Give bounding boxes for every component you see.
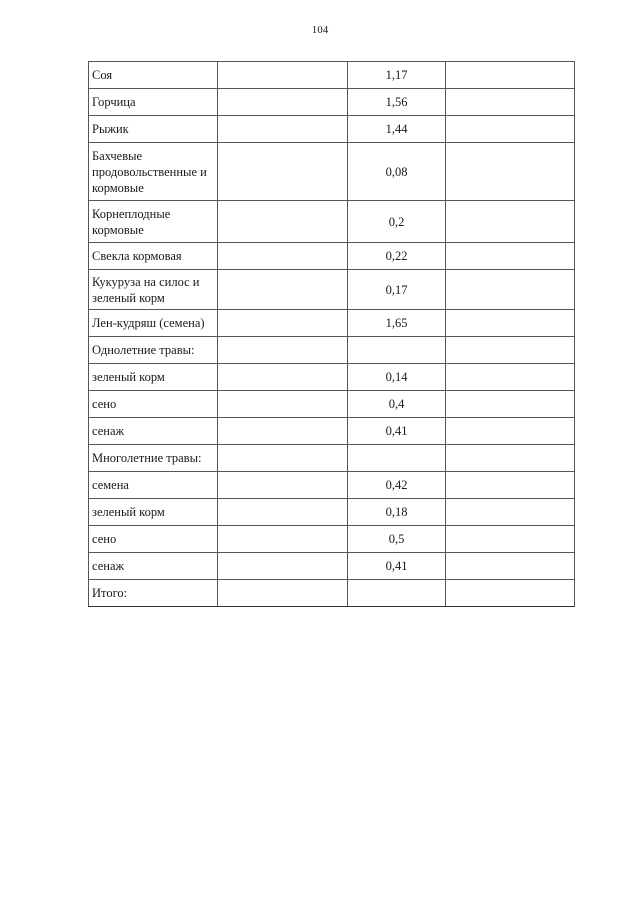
row-value-cell xyxy=(348,445,446,472)
empty-cell xyxy=(218,270,348,310)
row-value-cell: 1,17 xyxy=(348,62,446,89)
row-name-cell: сено xyxy=(89,391,218,418)
empty-cell xyxy=(446,526,575,553)
empty-cell xyxy=(218,418,348,445)
row-name-cell: семена xyxy=(89,472,218,499)
row-value-cell: 1,44 xyxy=(348,116,446,143)
table-row xyxy=(89,472,575,499)
row-value-cell: 0,17 xyxy=(348,270,446,310)
empty-cell xyxy=(218,116,348,143)
empty-cell xyxy=(218,553,348,580)
empty-cell xyxy=(446,499,575,526)
empty-cell xyxy=(446,243,575,270)
empty-cell xyxy=(446,62,575,89)
table-row xyxy=(89,580,575,607)
row-name-cell: зеленый корм xyxy=(89,499,218,526)
table-row xyxy=(89,310,575,337)
empty-cell xyxy=(218,89,348,116)
row-name-cell: зеленый корм xyxy=(89,364,218,391)
data-table xyxy=(88,61,575,607)
empty-cell xyxy=(446,89,575,116)
empty-cell xyxy=(218,243,348,270)
row-value-cell: 0,14 xyxy=(348,364,446,391)
empty-cell xyxy=(446,364,575,391)
empty-cell xyxy=(218,201,348,243)
empty-cell xyxy=(218,337,348,364)
row-value-cell: 0,18 xyxy=(348,499,446,526)
row-name-cell: Рыжик xyxy=(89,116,218,143)
row-value-cell: 1,65 xyxy=(348,310,446,337)
row-value-cell: 0,2 xyxy=(348,201,446,243)
row-name-cell: сенаж xyxy=(89,553,218,580)
table-row xyxy=(89,201,575,243)
empty-cell xyxy=(218,62,348,89)
table-row xyxy=(89,526,575,553)
empty-cell xyxy=(218,472,348,499)
row-name-cell: Горчица xyxy=(89,89,218,116)
row-value-cell: 0,41 xyxy=(348,553,446,580)
table-row xyxy=(89,364,575,391)
row-name-cell: Многолетние травы: xyxy=(89,445,218,472)
empty-cell xyxy=(446,270,575,310)
empty-cell xyxy=(218,143,348,201)
table-row xyxy=(89,116,575,143)
row-value-cell: 0,08 xyxy=(348,143,446,201)
empty-cell xyxy=(218,391,348,418)
empty-cell xyxy=(218,580,348,607)
empty-cell xyxy=(218,445,348,472)
row-name-cell: сено xyxy=(89,526,218,553)
table-row xyxy=(89,553,575,580)
empty-cell xyxy=(218,310,348,337)
page-number: 104 xyxy=(311,24,329,36)
empty-cell xyxy=(446,445,575,472)
empty-cell xyxy=(446,472,575,499)
empty-cell xyxy=(446,337,575,364)
row-value-cell: 0,5 xyxy=(348,526,446,553)
row-name-cell: Лен-кудряш (семена) xyxy=(89,310,218,337)
row-value-cell: 0,4 xyxy=(348,391,446,418)
row-value-cell: 0,41 xyxy=(348,418,446,445)
table-row xyxy=(89,270,575,310)
empty-cell xyxy=(446,201,575,243)
row-name-cell: Итого: xyxy=(89,580,218,607)
empty-cell xyxy=(218,499,348,526)
table-row xyxy=(89,337,575,364)
empty-cell xyxy=(446,143,575,201)
table-row xyxy=(89,391,575,418)
empty-cell xyxy=(446,310,575,337)
row-name-cell: Однолетние травы: xyxy=(89,337,218,364)
empty-cell xyxy=(446,580,575,607)
table-row xyxy=(89,499,575,526)
table-row xyxy=(89,445,575,472)
row-name-cell: Соя xyxy=(89,62,218,89)
table-row xyxy=(89,243,575,270)
table-row xyxy=(89,62,575,89)
row-name-cell: Свекла кормовая xyxy=(89,243,218,270)
row-value-cell xyxy=(348,337,446,364)
row-value-cell: 1,56 xyxy=(348,89,446,116)
row-value-cell xyxy=(348,580,446,607)
row-name-cell: сенаж xyxy=(89,418,218,445)
row-name-cell: Бахчевые продовольственные и кормовые xyxy=(89,143,218,201)
empty-cell xyxy=(218,364,348,391)
row-value-cell: 0,42 xyxy=(348,472,446,499)
row-value-cell: 0,22 xyxy=(348,243,446,270)
table-row xyxy=(89,143,575,201)
row-name-cell: Корнеплодные кормовые xyxy=(89,201,218,243)
empty-cell xyxy=(218,526,348,553)
row-name-cell: Кукуруза на силос и зеленый корм xyxy=(89,270,218,310)
empty-cell xyxy=(446,391,575,418)
empty-cell xyxy=(446,418,575,445)
table-row xyxy=(89,418,575,445)
table-row xyxy=(89,89,575,116)
empty-cell xyxy=(446,116,575,143)
empty-cell xyxy=(446,553,575,580)
